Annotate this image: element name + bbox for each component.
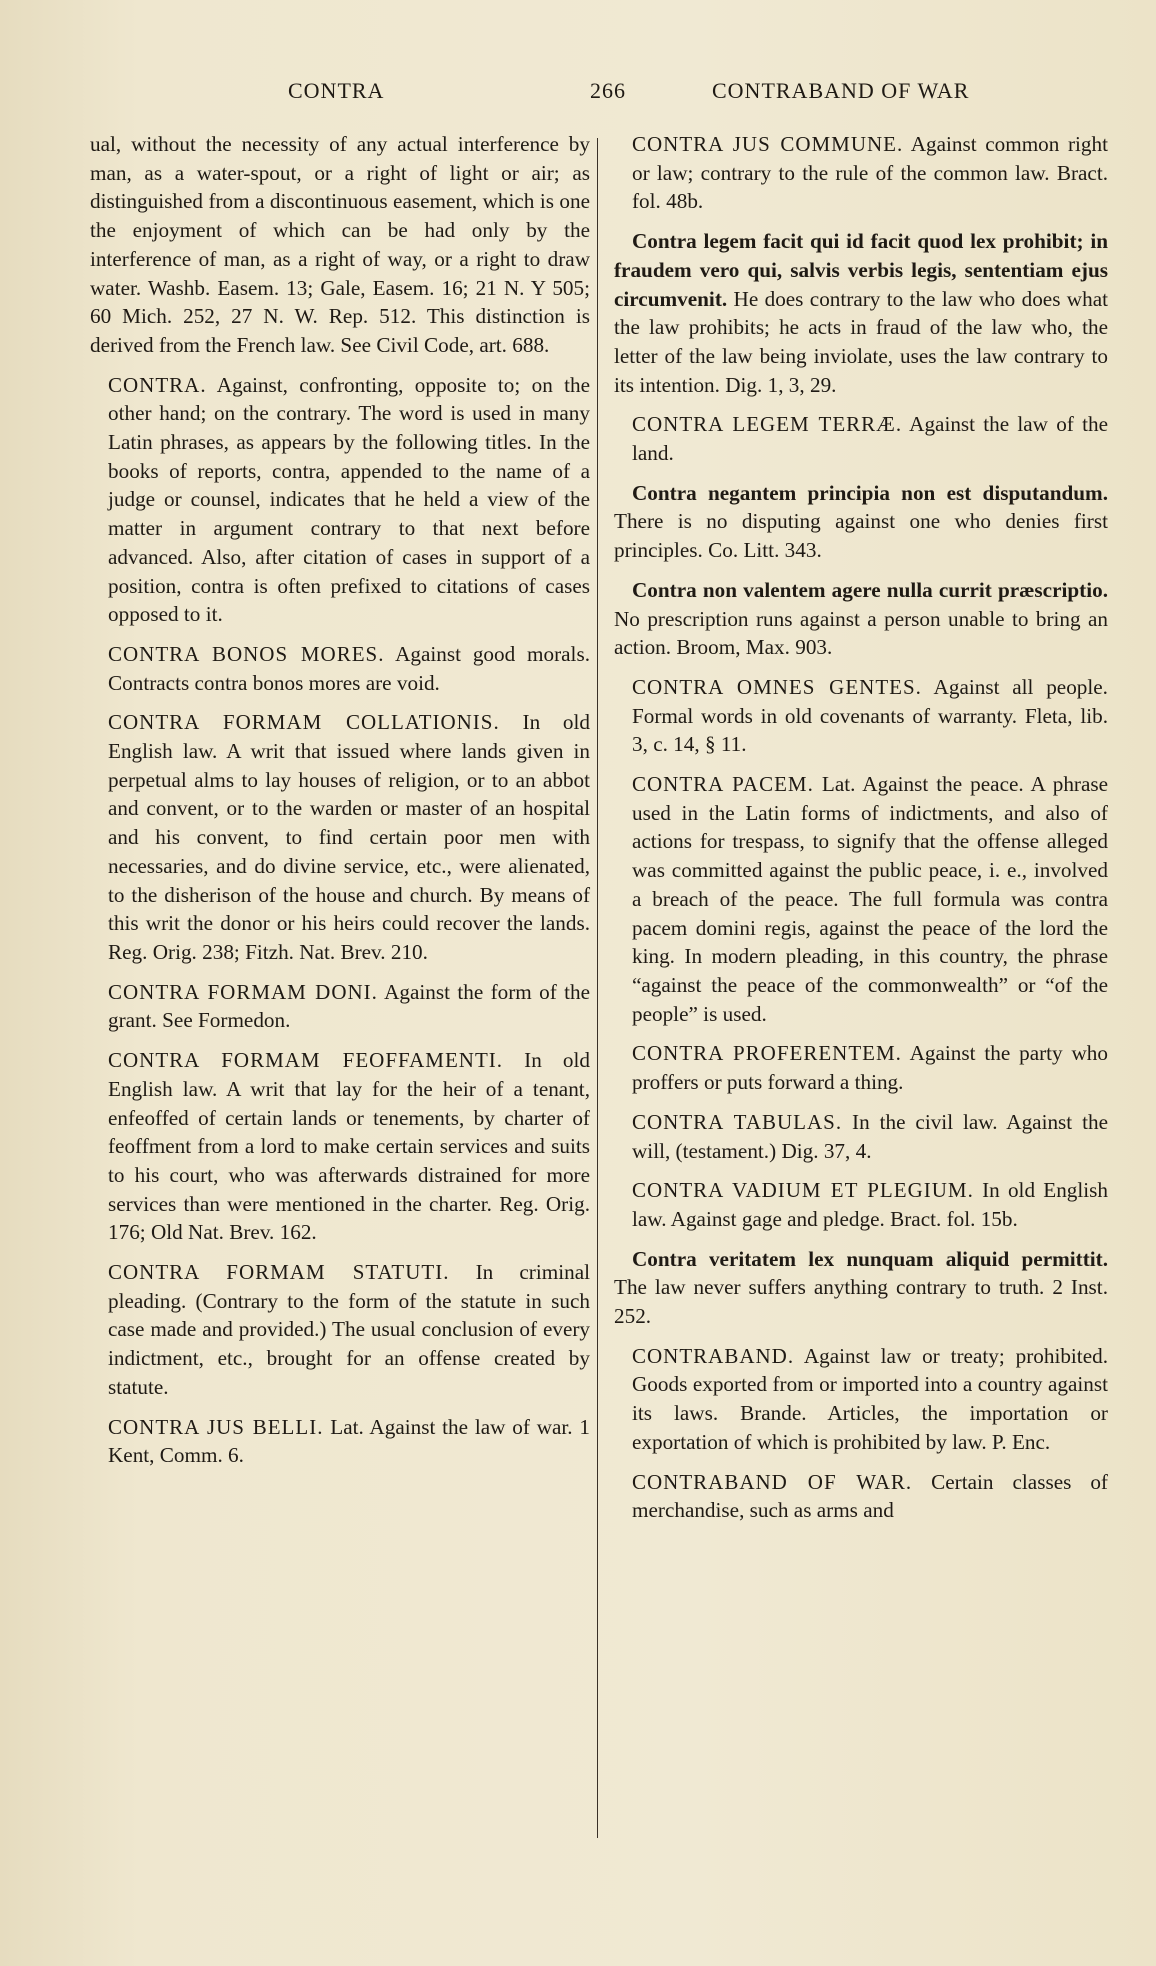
- entry: [90, 640, 590, 697]
- entry-term: CONTRA OMNES GENTES.: [632, 674, 922, 699]
- entry-continuation: [90, 130, 590, 360]
- entry: [90, 1413, 590, 1470]
- entry-term: CONTRABAND.: [632, 1343, 795, 1368]
- entry-term: CONTRA PACEM.: [632, 772, 814, 797]
- entry: [90, 1258, 590, 1402]
- entry-term: CONTRA FORMAM DONI.: [108, 979, 378, 1004]
- maxim-latin: Contra non valentem agere nulla currit præscriptio.: [632, 577, 1108, 602]
- entry-term: CONTRA FORMAM FEOFFAMENTI.: [108, 1048, 504, 1073]
- entry: [614, 130, 1108, 216]
- maxim: [614, 227, 1108, 399]
- maxim-latin: Contra veritatem lex nunquam aliquid permittit.: [632, 1246, 1108, 1271]
- maxim: [614, 479, 1108, 565]
- entry-text: In old English law. Against gage and pledge. Bract. fol. 15b.: [632, 1178, 1109, 1231]
- maxim: [614, 576, 1108, 662]
- page-number: 266: [590, 78, 626, 103]
- entry: [90, 708, 590, 966]
- entry-text: In old English law. A writ that issued where lands given in perpetual alms to lay houses of religion, or to an abbot and convent, or to the warden or master of an hospital and his convent, to find certain poor men with necessaries, and do divine service, etc., were alienated, to the disherison of the house and church. By means of this writ the donor or his heirs could recover the lands. Reg. Orig. 238; Fitzh. Nat. Brev. 210.: [108, 710, 591, 964]
- entry-term: CONTRABAND OF WAR.: [632, 1469, 913, 1494]
- right-column: [614, 130, 1108, 1536]
- entry: [614, 1108, 1108, 1165]
- entry-term: CONTRA PROFERENTEM.: [632, 1041, 902, 1066]
- left-column: [90, 130, 590, 1481]
- entry-term: CONTRA JUS BELLI.: [108, 1414, 324, 1439]
- entry: [614, 673, 1108, 759]
- entry-term: CONTRA LEGEM TERRÆ.: [632, 412, 903, 437]
- entry-text: ual, without the necessity of any actual interference by man, as a water-spout, or a right of light or air; as distinguished from a discontinuous easement, which is one the enjoyment of which can be had only by the interference of man, as a right of way, or a right to draw water. Washb. Easem. 13; Gale, Easem. 16; 21 N. Y 505; 60 Mich. 252, 27 N. W. Rep. 512. This distinction is derived from the French law. See Civil Code, art. 688.: [90, 132, 590, 357]
- entry-text: Lat. Against the peace. A phrase used in the Latin forms of indictments, and also of actions for trespass, to signify that the offense alleged was committed against the public peace, i. e., involved a breach of the peace. The full formula was contra pacem domini regis, against the peace of the lord the king. In modern pleading, in this country, the phrase “against the peace of the commonwealth” or “of the people” is used.: [632, 772, 1109, 1026]
- entry: [614, 1468, 1108, 1525]
- entry-text: In criminal pleading. (Contrary to the form of the statute in such case made and provided.) The usual conclusion of every indictment, etc., brought for an offense created by statute.: [108, 1260, 590, 1399]
- maxim-latin: Contra negantem principia non est disputandum.: [632, 480, 1108, 505]
- maxim-translation: There is no disputing against one who denies first principles. Co. Litt. 343.: [614, 509, 1108, 563]
- entry-text: Lat. Against the law of war. 1 Kent, Comm. 6.: [108, 1414, 590, 1468]
- entry: [614, 1039, 1108, 1096]
- entry-term: CONTRA TABULAS.: [632, 1109, 843, 1134]
- entry-text: Against the party who proffers or puts forward a thing.: [632, 1041, 1108, 1095]
- entry-text: Against all people. Formal words in old covenants of warranty. Fleta, lib. 3, c. 14, § 11.: [632, 674, 1108, 757]
- entry-term: CONTRA FORMAM COLLATIONIS.: [108, 710, 500, 735]
- entry-text: In old English law. A writ that lay for the heir of a tenant, enfeoffed of certain lands or tenements, by charter of feoffment from a lord to make certain services and suits to his court, who was afterwards distrained for more services than were mentioned in the charter. Reg. Orig. 176; Old Nat. Brev. 162.: [108, 1048, 590, 1245]
- entry: [90, 1046, 590, 1247]
- entry-term: CONTRA JUS COMMUNE.: [632, 132, 904, 156]
- running-head-right: CONTRABAND OF WAR: [712, 78, 970, 103]
- entry: [614, 770, 1108, 1028]
- maxim: [614, 1245, 1108, 1331]
- entry-text: Against law or treaty; prohibited. Goods exported from or imported into a country against its laws. Brande. Articles, the importation or exportation of which is prohibited by law. P. Enc.: [632, 1343, 1108, 1454]
- entry: [614, 1176, 1108, 1233]
- column-divider: [597, 138, 598, 1838]
- entry-term: CONTRA BONOS MORES.: [108, 641, 385, 666]
- entry-text: Against the law of the land.: [632, 412, 1108, 466]
- entry: [90, 371, 590, 629]
- entry-term: CONTRA FORMAM STATUTI.: [108, 1260, 450, 1285]
- entry-text: Against, confronting, opposite to; on the other hand; on the contrary. The word is used in many Latin phrases, as appears by the following titles. In the books of reports, contra, appended to the name of a judge or counsel, indicates that he held a view of the matter in argument contrary to that next before advanced. Also, after citation of cases in support of a position, contra is often prefixed to citations of cases opposed to it.: [108, 372, 590, 627]
- entry-text: Against common right or law; contrary to the rule of the common law. Bract. fol. 48b.: [632, 132, 1108, 214]
- entry: [614, 1342, 1108, 1457]
- entry-text: Against good morals. Contracts contra bonos mores are void.: [108, 641, 590, 695]
- entry: [90, 978, 590, 1035]
- maxim-translation: The law never suffers anything contrary to truth. 2 Inst. 252.: [614, 1275, 1108, 1329]
- entry-text: Certain classes of merchandise, such as arms and: [632, 1469, 1108, 1523]
- maxim-translation: He does contrary to the law who does what the law prohibits; he acts in fraud of the law who, the letter of the law being inviolate, uses the law contrary to its intention. Dig. 1, 3, 29.: [614, 286, 1108, 397]
- entry-term: CONTRA.: [108, 372, 207, 397]
- entry-text: Against the form of the grant. See Formedon.: [108, 979, 590, 1033]
- maxim-translation: No prescription runs against a person unable to bring an action. Broom, Max. 903.: [614, 606, 1108, 660]
- running-head-left: CONTRA: [288, 78, 385, 103]
- entry: [614, 410, 1108, 467]
- entry-text: In the civil law. Against the will, (testament.) Dig. 37, 4.: [632, 1109, 1108, 1163]
- maxim-latin: Contra legem facit qui id facit quod lex prohibit; in fraudem vero qui, salvis verbis legis, sententiam ejus circumvenit.: [614, 229, 1108, 311]
- entry-term: CONTRA VADIUM ET PLEGIUM.: [632, 1178, 974, 1203]
